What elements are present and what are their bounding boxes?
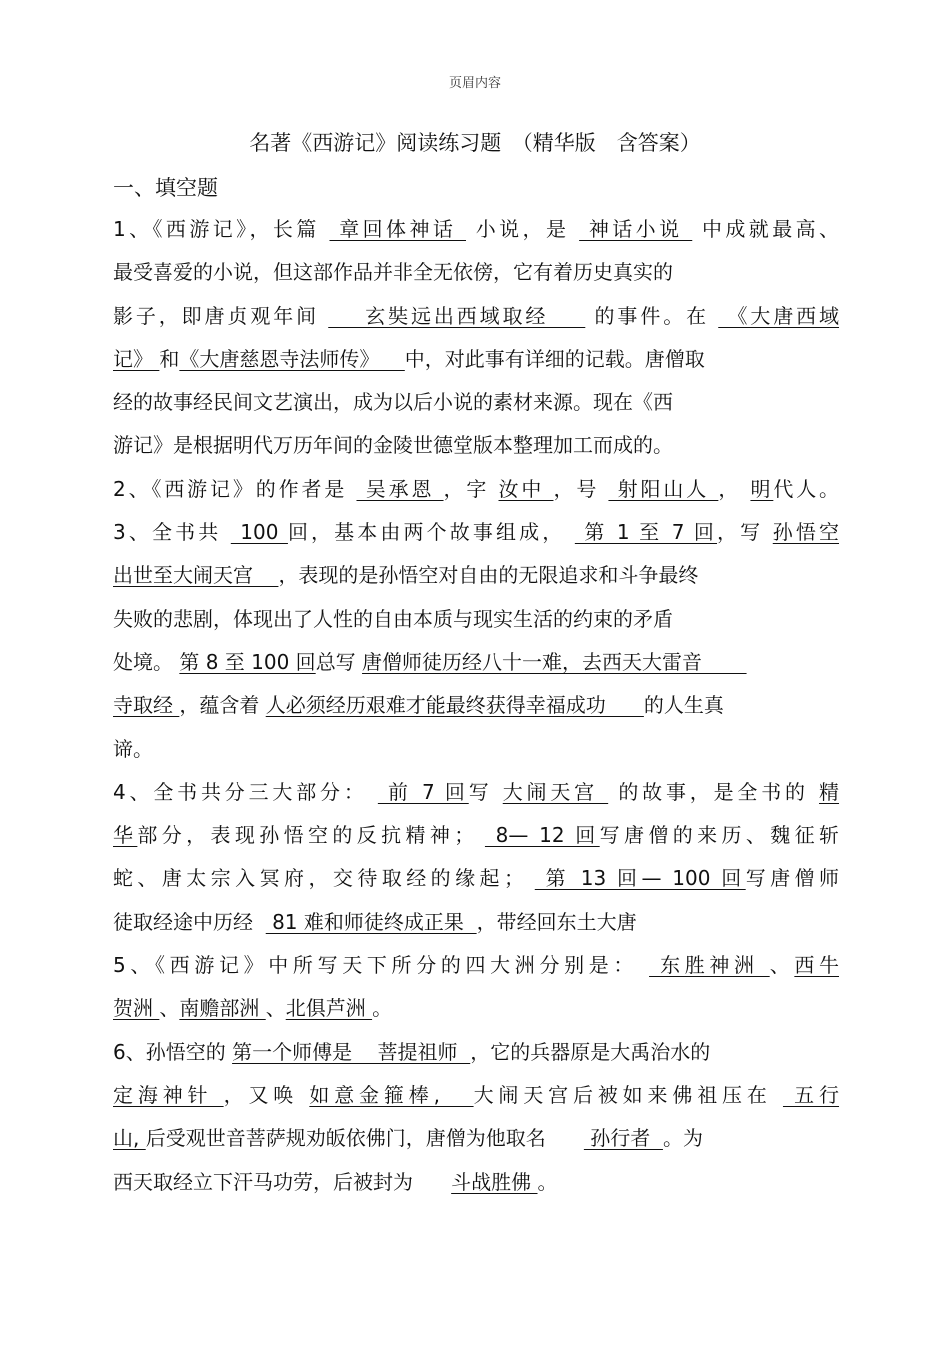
question-text: 写唐僧的来历、魏征斩 <box>599 823 840 848</box>
answer-blank: 章回体神话 <box>329 217 466 241</box>
answer-blank: 五行 <box>782 1082 840 1107</box>
answer-blank: 寺取经 <box>113 693 180 718</box>
question-text: 的事件。在 <box>585 303 719 328</box>
text-line <box>113 424 839 467</box>
question-text: 。 <box>372 996 393 1021</box>
question-text: 6、孙悟空的 <box>113 1039 233 1064</box>
question-text: 经的故事经民间文艺演出，成为以后小说的素材来源。现在《西 <box>113 390 673 415</box>
answer-blank: 精 <box>819 779 840 804</box>
answer-blank: 人必须经历艰难才能最终获得幸福成功 <box>265 693 644 718</box>
question-text: 西天取经立下汗马功劳，后被封为 <box>113 1169 452 1194</box>
text-line <box>113 728 839 771</box>
question-text: 中，对此事有详细的记载。唐僧取 <box>404 346 705 371</box>
question-text: 、 <box>265 996 286 1021</box>
answer-blank: 北俱芦洲 <box>285 996 373 1021</box>
question-text: 徒取经途中历经 <box>113 909 266 934</box>
question-text: 失败的悲剧，体现出了人性的自由本质与现实生活的约束的矛盾 <box>113 606 673 631</box>
text-line <box>113 208 839 251</box>
document-title: 名著《西游记》阅读练习题 （精华版 含答案） <box>249 131 701 155</box>
question-text: ，蕴含着 <box>179 693 266 718</box>
answer-blank: 100 <box>230 520 288 545</box>
answer-blank: 定海神针 <box>113 1082 224 1107</box>
question-text: ，字 <box>443 476 499 501</box>
answer-blank: 第一个师傅是 菩提祖师 <box>232 1039 471 1064</box>
answer-blank: 山, <box>113 1126 146 1151</box>
question-text: 中成就最高、 <box>692 217 840 241</box>
answer-blank: 出世至大闹天宫 <box>113 563 279 588</box>
text-line <box>113 1031 839 1074</box>
answer-blank: 孙行者 <box>583 1126 663 1151</box>
answer-blank: 第 8 至 100 回 <box>179 649 316 674</box>
answer-blank: 大闹天宫 <box>502 779 609 804</box>
question-text: 4、全书共分三大部分： <box>113 779 378 804</box>
question-text: 写 <box>468 779 503 804</box>
question-body <box>113 208 839 1204</box>
question-text: 后受观世音菩萨规劝皈依佛门，唐僧为他取名 <box>145 1126 584 1151</box>
answer-blank: 如意金箍棒, <box>309 1082 474 1107</box>
answer-blank: 孙悟空 <box>772 520 840 545</box>
question-text: 2、《西游记》的作者是 <box>113 476 357 501</box>
question-text: 、 <box>769 953 795 978</box>
question-text: ，号 <box>553 476 609 501</box>
question-text: 。为 <box>662 1126 703 1151</box>
answer-blank: 《大唐慈恩寺法师传》 <box>179 346 405 371</box>
section-heading-fill-in-blank: 一、填空题 <box>113 176 218 200</box>
question-text: ，它的兵器原是大禹治水的 <box>470 1039 711 1064</box>
question-text: 总写 <box>315 649 363 674</box>
question-text: 蛇、唐太宗入冥府，交待取经的缘起； <box>113 866 535 891</box>
text-line <box>113 468 839 511</box>
question-text: ，又唤 <box>223 1082 310 1107</box>
answer-blank: 8— 12 回 <box>484 823 600 848</box>
text-line <box>113 598 839 641</box>
answer-blank: 华 <box>113 823 138 848</box>
answer-blank: 南赡部洲 <box>179 996 266 1021</box>
answer-blank: 贺洲 <box>113 996 160 1021</box>
text-line <box>113 1161 839 1204</box>
question-text: 小说，是 <box>466 217 580 241</box>
question-text: 处境。 <box>113 649 180 674</box>
question-text: 的人生真 <box>643 693 724 718</box>
question-text: 回，基本由两个故事组成， <box>287 520 575 545</box>
text-line <box>113 641 839 684</box>
answer-blank: 吴承恩 <box>356 476 444 501</box>
text-line <box>113 511 839 554</box>
question-text: ，写 <box>717 520 773 545</box>
text-line <box>113 857 839 900</box>
question-text: 代人。 <box>773 476 840 501</box>
answer-blank: 81 难和师徒终成正果 <box>265 909 477 934</box>
text-line <box>113 771 839 814</box>
text-line <box>113 1117 839 1160</box>
page-header: 页眉内容 <box>448 76 501 91</box>
question-text: ， <box>718 476 751 501</box>
question-text: 大闹天宫后被如来佛祖压在 <box>473 1082 783 1107</box>
question-text: 1、《西游记》，长篇 <box>113 217 330 241</box>
question-text: 最受喜爱的小说，但这部作品并非全无依傍，它有着历史真实的 <box>113 260 673 285</box>
question-text: 5、《西游记》中所写天下所分的四大洲分别是： <box>113 953 650 978</box>
answer-blank: 明 <box>750 476 774 501</box>
text-line <box>113 295 839 338</box>
text-line <box>113 381 839 424</box>
answer-blank: 西牛 <box>794 953 839 978</box>
text-line <box>113 814 839 857</box>
text-line <box>113 338 839 381</box>
text-line <box>113 901 839 944</box>
question-text: 部分，表现孙悟空的反抗精神； <box>137 823 485 848</box>
question-text: 谛。 <box>113 736 153 761</box>
text-line <box>113 944 839 987</box>
question-text: 游记》是根据明代万历年间的金陵世德堂版本整理加工而成的。 <box>113 433 673 458</box>
question-text: 和 <box>159 346 180 371</box>
answer-blank: 玄奘远出西域取经 <box>328 303 586 328</box>
question-text: ，带经回东土大唐 <box>476 909 637 934</box>
text-line <box>113 251 839 294</box>
question-text: 影子，即唐贞观年间 <box>113 303 329 328</box>
question-text: 。 <box>537 1169 558 1194</box>
answer-blank: 射阳山人 <box>608 476 719 501</box>
answer-blank: 记》 <box>113 346 160 371</box>
question-text: ，表现的是孙悟空对自由的无限追求和斗争最终 <box>278 563 699 588</box>
question-text: 写唐僧师 <box>745 866 839 891</box>
answer-blank: 斗战胜佛 <box>451 1169 538 1194</box>
question-text: 、 <box>159 996 180 1021</box>
text-line <box>113 684 839 727</box>
answer-blank: 第 1 至 7 回 <box>574 520 718 545</box>
answer-blank: 东胜神洲 <box>649 953 770 978</box>
answer-blank: 第 13 回— 100 回 <box>534 866 746 891</box>
answer-blank: 前 7 回 <box>377 779 469 804</box>
answer-blank: 汝中 <box>498 476 554 501</box>
text-line <box>113 554 839 597</box>
text-line <box>113 1074 839 1117</box>
text-line <box>113 987 839 1030</box>
answer-blank: 神话小说 <box>579 217 693 241</box>
answer-blank: 唐僧师徒历经八十一难，去西天大雷音 <box>362 649 747 674</box>
question-text: 的故事，是全书的 <box>608 779 820 804</box>
question-text: 3、全书共 <box>113 520 231 545</box>
answer-blank: 《大唐西域 <box>718 303 840 328</box>
